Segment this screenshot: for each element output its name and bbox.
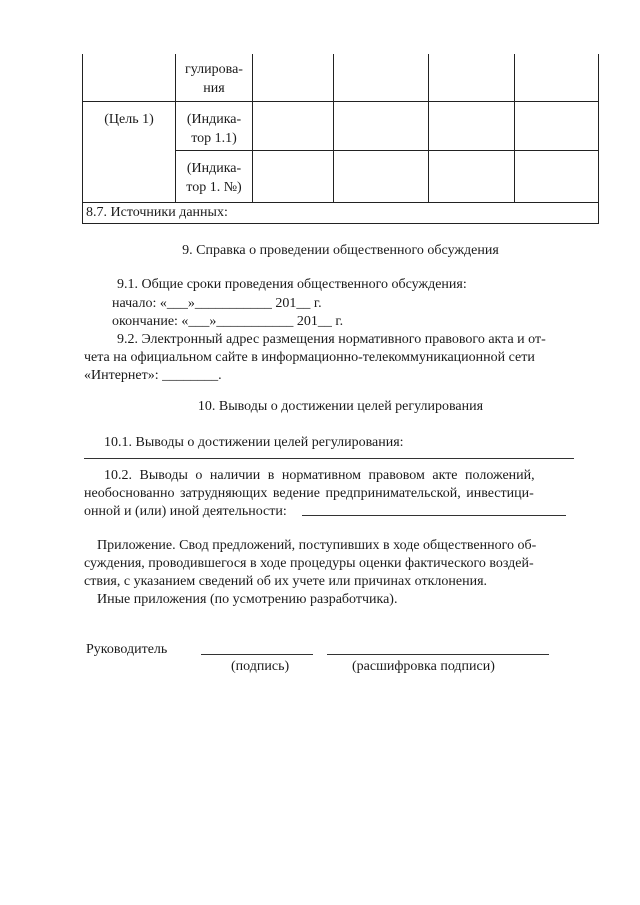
appendix-line1: Приложение. Свод предложений, поступивших в ходе общественного об- [97,538,537,553]
section9-1-title: 9.1. Общие сроки проведения общественного обсуждения: [117,277,467,292]
start-date: начало: «___»___________ 201__ г. [112,296,322,311]
signature-line [201,654,313,655]
section10-1: 10.1. Выводы о достижении целей регулирования: [104,435,404,450]
cell-line: (Индика- [186,112,242,127]
table-cell-regulation [176,60,252,98]
section9-2-line3: «Интернет»: ________. [84,368,222,383]
section10-2-line1: 10.2. Выводы о наличии в нормативном правовом акте положений, [104,468,535,483]
cell-line: тор 1.1) [191,131,237,146]
table-cell-indicator-1-1 [176,110,252,148]
signature-caption: (подпись) [231,659,290,674]
cell-line: ния [203,81,225,96]
section10-2-blank-line [302,515,566,516]
appendix-line3: ствия, с указанием сведений об их учете или причинах отклонения. [84,574,488,589]
end-date: окончание: «___»___________ 201__ г. [112,314,344,329]
signature-decode-line [327,654,549,655]
section9-2-line2: чета на официальном сайте в информационно-телекоммуникационной сети [84,350,535,365]
signatory-role: Руководитель [86,642,168,657]
regulation-table [82,54,599,224]
sources-label: 8.7. Источники данных: [86,205,228,220]
goal-label: (Цель 1) [104,112,154,127]
appendix-line2: суждения, проводившегося в ходе процедуры оценки фактического воздей- [84,556,534,571]
table-cell-indicator-1-n [176,159,252,197]
cell-line: тор 1. №) [186,180,242,195]
cell-line: (Индика- [186,161,242,176]
section9-heading: 9. Справка о проведении общественного обсуждения [182,243,499,258]
signature-decode-caption: (расшифровка подписи) [352,659,495,674]
section10-2-line3: онной и (или) иной деятельности: [84,504,287,519]
section10-heading: 10. Выводы о достижении целей регулирования [197,399,484,414]
section10-2-line2: необоснованно затрудняющих ведение предпринимательской, инвестици- [84,486,534,501]
section10-1-blank-line [84,458,574,459]
appendix-line4: Иные приложения (по усмотрению разработчика). [97,592,398,607]
section9-2-line1: 9.2. Электронный адрес размещения нормативного правового акта и от- [117,332,546,347]
cell-line: гулирова- [185,62,243,77]
table-cell-goal [83,110,175,129]
